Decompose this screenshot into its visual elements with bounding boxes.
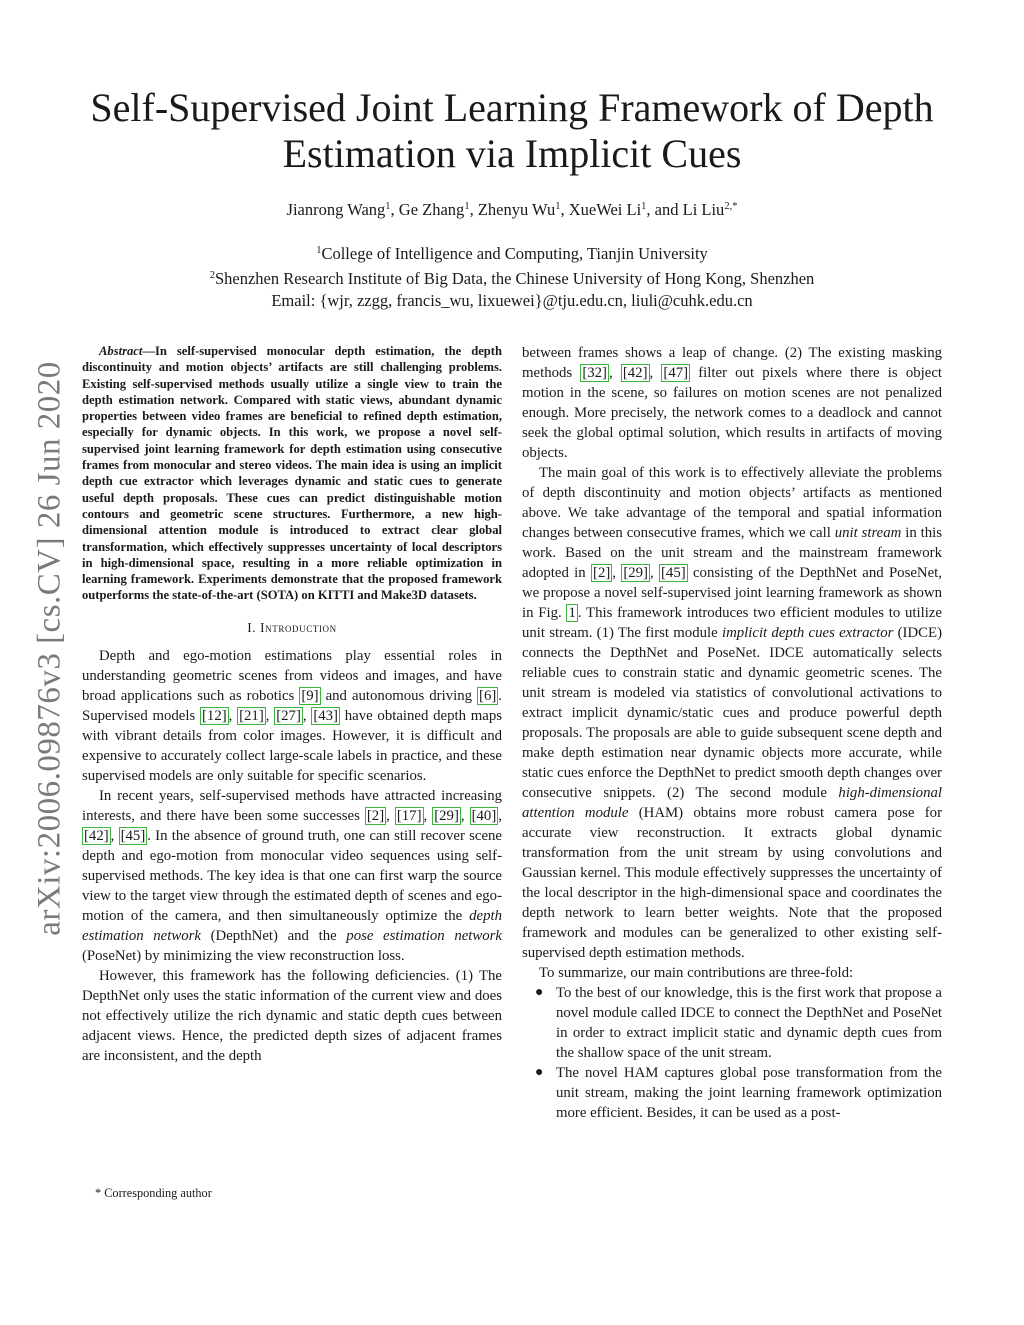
citation-link[interactable]: [47] [663, 365, 689, 381]
citation-link[interactable]: [32] [582, 365, 607, 381]
citation-link[interactable]: [29] [434, 807, 459, 824]
bullet-icon: ● [535, 1065, 544, 1080]
citation-link[interactable]: [45] [120, 827, 146, 844]
intro-paragraph-2: In recent years, self-supervised methods have attracted increasing interests, and there have been some successes [2] , [17] , [29] , [40] , [42] , [45] . In the absence of ground truth, one can still recover scene depth and ego-motion from monocular video sequences using self-supervised methods. The key idea is that one can first warp the source view to the target view through the estimated depth of scenes and ego-motion of the camera, and then simultaneously optimize the depth estimation network (DepthNet) and the pose estimation network (PoseNet) by minimizing the view reconstruction loss. [82, 787, 502, 964]
citation-link[interactable]: [42] [622, 365, 648, 381]
abstract-text: —In self-supervised monocular depth estimation, the depth discontinuity and motion objects’ artifacts are still challenging problems. Existing self-supervised methods usually utilize a single view to train the depth estimation network. Compared with static views, abundant dynamic properties between video frames are beneficial to refined depth estimation, especially for dynamic objects. In this work, we propose a novel self-supervised joint learning framework for depth estimation using consecutive frames from monocular and stereo videos. The main idea is using an implicit depth cue extractor which leverages dynamic and static cues to generate useful depth proposals. These cues can predict distinguishable motion contours and geometric scene structures. Furthermore, a new high-dimensional attention module is introduced to extract clear global transformation, which effectively suppresses uncertainty of local descriptors in high-dimensional space, resulting in a more reliable optimization in learning framework. Experiments demonstrate that the proposed framework outperforms the state-of-the-art (SOTA) on KITTI and Make3D datasets. [82, 344, 502, 603]
citation-link[interactable]: [9] [301, 687, 319, 704]
citation-link[interactable]: [12] [202, 707, 227, 724]
abstract-lead: Abstract [99, 344, 143, 358]
list-item: ● The novel HAM captures global pose transformation from the unit stream, making the joint learning framework optimization more efficient. Besides, it can be used as a post- [535, 1065, 942, 1121]
citation-link[interactable]: [43] [313, 707, 338, 724]
right-column [522, 343, 942, 1123]
intro-paragraph-3: However, this framework has the following deficiencies. (1) The DepthNet only uses the static information of the current view and does not effectively utilize the rich dynamic and static depth cues between adjacent views. Hence, the predicted depth sizes of adjacent frames are inconsistent, and the depth [82, 967, 502, 1064]
contribution-list [522, 983, 942, 1123]
author-list [0, 200, 1024, 220]
citation-link[interactable]: [45] [661, 565, 686, 581]
affiliation: $^2$Shenzhen Research Institute of Big Data, the Chinese University of Hong Kong, Shenzhen [209, 269, 815, 288]
author: Ge Zhang$^1$, [398, 200, 478, 219]
author: XueWei Li$^1$, and [568, 200, 683, 219]
bullet-icon: ● [535, 985, 544, 1000]
author: Zhenyu Wu$^1$, [477, 200, 569, 219]
list-item: ● To the best of our knowledge, this is the first work that propose a novel module called IDCE to connect the DepthNet and PoseNet in order to extract implicit static and dynamic depth cues from the shallow space of the unit stream. [535, 985, 942, 1061]
citation-link[interactable]: [2] [593, 565, 611, 581]
affiliations [0, 240, 1024, 312]
intro-paragraph-1: Depth and ego-motion estimations play essential roles in understanding geometric scenes from videos and images, and have broad applications such as robotics [9] and autonomous driving [6] . Supervised models [12] , [21] , [27] , [43] have obtained depth maps with vibrant details from color images. However, it is difficult and expensive to accurately collect large-scale labels in practice, and these supervised models are only suitable for specific scenarios. [82, 647, 502, 784]
intro-paragraph-4: between frames shows a leap of change. (2) The existing masking methods [32] , [42] , [47] filter out pixels where there is object motion in the scene, so failures on motion scenes are not penalized enough. More precisely, the network comes to a deadlock and cannot seek the global optimal solution, which results in artifacts of moving objects. [522, 345, 942, 461]
abstract [82, 343, 502, 604]
paper-title: Self-Supervised Joint Learning Framework of Depth Estimation via Implicit Cues [90, 85, 934, 176]
citation-link[interactable]: [27] [276, 707, 301, 724]
figure-link[interactable]: 1 [568, 605, 576, 621]
left-column [82, 343, 502, 1066]
citation-link[interactable]: [2] [366, 807, 385, 824]
arxiv-stamp-text: arXiv:2006.09876v3 [cs.CV] 26 Jun 2020 [31, 361, 68, 936]
affiliation: $^1$College of Intelligence and Computing, Tianjin University [316, 244, 708, 263]
email-line: Email: {wjr, zzgg, francis_wu, lixuewei}@tju.edu.cn, liuli@cuhk.edu.cn [271, 291, 753, 310]
citation-link[interactable]: [6] [479, 687, 497, 704]
citation-link[interactable]: [40] [471, 807, 497, 824]
section-heading-introduction: I. Introduction [247, 619, 337, 635]
citation-link[interactable]: [17] [396, 807, 422, 824]
citation-link[interactable]: [21] [239, 707, 264, 724]
intro-paragraph-6: To summarize, our main contributions are three-fold: [539, 965, 854, 981]
author: Li Liu$^{2,*}$ [682, 200, 738, 219]
intro-paragraph-5: The main goal of this work is to effectively alleviate the problems of depth discontinuity and motion objects’ artifacts as mentioned above. We take advantage of the temporal and spatial information changes between consecutive frames, which we call unit stream in this work. Based on the unit stream and the mainstream framework adopted in [2] , [29] , [45] consisting of the DepthNet and PoseNet, we propose a novel self-supervised joint learning framework as shown in Fig. 1 . This framework introduces two efficient modules to utilize unit stream. (1) The first module implicit depth cues extractor (IDCE) connects the DepthNet and PoseNet. IDCE automatically selects reliable cues to constrain static and dynamic geometric scenes. The unit stream is modeled via statistics of convolutional activations to extract implicit dynamic/static cues and produce powerful depth proposals. The proposals are able to guide subsequent scene depth and make depth estimation near dynamic objects more accurate, while static cues enforce the DepthNet to predict smooth depth changes over consecutive snippets. (2) The second module high-dimensional attention module (HAM) obtains more robust camera pose for accurate view reconstruction. It extracts global dynamic transformation from the unit stream by using convolutions and Gaussian kernel. This module effectively suppresses the uncertainty of the local descriptor in the high-dimensional space and coordinates the depth network to learn better weights. Note that the proposed framework and modules can be generalized to other existing self-supervised depth estimation methods. [522, 465, 942, 961]
footnote: * Corresponding author [95, 1186, 212, 1200]
author: Jianrong Wang$^1$, [286, 200, 399, 219]
arxiv-stamp [30, 350, 70, 950]
citation-link[interactable]: [42] [84, 827, 109, 844]
citation-link[interactable]: [29] [623, 565, 648, 581]
